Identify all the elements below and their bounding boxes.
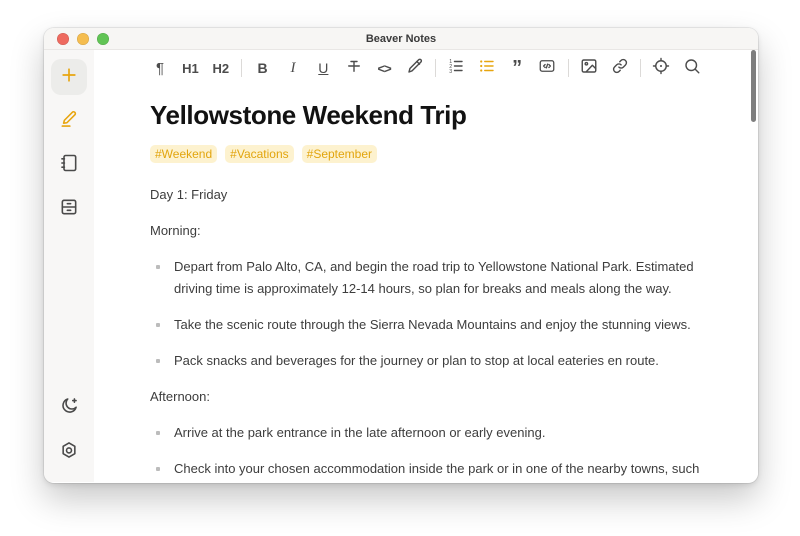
zoom-window-button[interactable] <box>97 33 109 45</box>
minimize-window-button[interactable] <box>77 33 89 45</box>
ordered-list-button[interactable] <box>446 56 466 80</box>
link-icon <box>611 57 629 80</box>
code-block-icon <box>538 57 556 80</box>
svg-text:2: 2 <box>449 63 453 70</box>
toolbar-divider <box>640 59 641 77</box>
note-editor[interactable] <box>150 98 702 480</box>
window-title: Beaver Notes <box>365 32 437 45</box>
code-block-button[interactable] <box>537 56 557 80</box>
sidebar <box>44 50 94 482</box>
note-body[interactable] <box>150 184 702 480</box>
strikethrough-button[interactable] <box>344 56 364 80</box>
insert-image-button[interactable] <box>579 56 599 80</box>
paragraph-morning[interactable]: Morning: <box>150 223 201 238</box>
editor-area[interactable] <box>94 50 758 482</box>
search-button[interactable] <box>682 56 702 80</box>
list-item[interactable]: Arrive at the park entrance in the late afternoon or early evening. <box>150 422 702 444</box>
tag-chip[interactable]: #Weekend <box>150 145 217 163</box>
archive-icon <box>59 197 79 222</box>
pen-icon <box>406 57 424 80</box>
sidebar-item-notes[interactable] <box>59 155 79 175</box>
insert-link-button[interactable] <box>610 56 630 80</box>
list-item[interactable]: Take the scenic route through the Sierra Nevada Mountains and enjoy the stunning views. <box>150 314 702 336</box>
inline-code-button[interactable]: <> <box>377 60 391 76</box>
list-item[interactable]: Depart from Palo Alto, CA, and begin the road trip to Yellowstone National Park. Estimated driving time is approximately 12-14 hours, so plan for breaks and meals along the way. <box>150 256 702 300</box>
highlight-button[interactable] <box>405 56 425 80</box>
svg-text:1: 1 <box>449 58 453 65</box>
tag-chip[interactable]: #Vacations <box>225 145 293 163</box>
sidebar-item-archive[interactable] <box>59 199 79 219</box>
dark-mode-toggle[interactable] <box>59 398 79 418</box>
image-icon <box>580 57 598 80</box>
scrollbar-thumb[interactable] <box>751 50 756 122</box>
ordered-list-icon <box>447 57 465 80</box>
paragraph-button[interactable]: ¶ <box>155 59 165 77</box>
toolbar-divider <box>241 59 242 77</box>
bullet-list-button[interactable] <box>477 56 497 80</box>
plus-icon <box>59 65 79 90</box>
titlebar[interactable] <box>44 28 758 50</box>
bold-button[interactable]: B <box>257 60 268 76</box>
tag-list <box>150 145 702 163</box>
list-item[interactable]: Pack snacks and beverages for the journey or plan to stop at local eateries en route. <box>150 350 702 372</box>
svg-text:3: 3 <box>449 68 453 75</box>
gear-icon <box>59 440 79 465</box>
italic-button[interactable]: I <box>290 59 296 76</box>
strikethrough-icon <box>345 57 363 80</box>
search-icon <box>683 57 701 80</box>
heading2-button[interactable]: H2 <box>212 60 230 76</box>
list-item[interactable]: Check into your chosen accommodation inside the park or in one of the nearby towns, such <box>150 458 702 480</box>
morning-bullet-list <box>150 256 702 372</box>
new-note-button[interactable] <box>51 59 87 95</box>
notebook-icon <box>59 153 79 178</box>
app-window <box>44 28 758 483</box>
pencil-icon <box>59 109 79 134</box>
settings-button[interactable] <box>59 442 79 462</box>
traffic-lights <box>57 33 109 45</box>
toolbar-divider <box>435 59 436 77</box>
underline-button[interactable]: U <box>318 60 329 76</box>
afternoon-bullet-list <box>150 422 702 480</box>
moon-icon <box>59 396 79 421</box>
sidebar-item-edit[interactable] <box>59 111 79 131</box>
blockquote-button[interactable]: ” <box>512 57 523 79</box>
heading1-button[interactable]: H1 <box>182 60 199 76</box>
toolbar-divider <box>568 59 569 77</box>
paragraph-day1[interactable]: Day 1: Friday <box>150 187 228 202</box>
close-window-button[interactable] <box>57 33 69 45</box>
format-toolbar <box>150 54 702 82</box>
tag-chip[interactable]: #September <box>302 145 377 163</box>
paragraph-afternoon[interactable]: Afternoon: <box>150 389 210 404</box>
crosshair-icon <box>652 57 670 80</box>
note-title[interactable]: Yellowstone Weekend Trip <box>150 100 467 130</box>
bullet-list-icon <box>478 57 496 80</box>
focus-mode-button[interactable] <box>651 56 671 80</box>
